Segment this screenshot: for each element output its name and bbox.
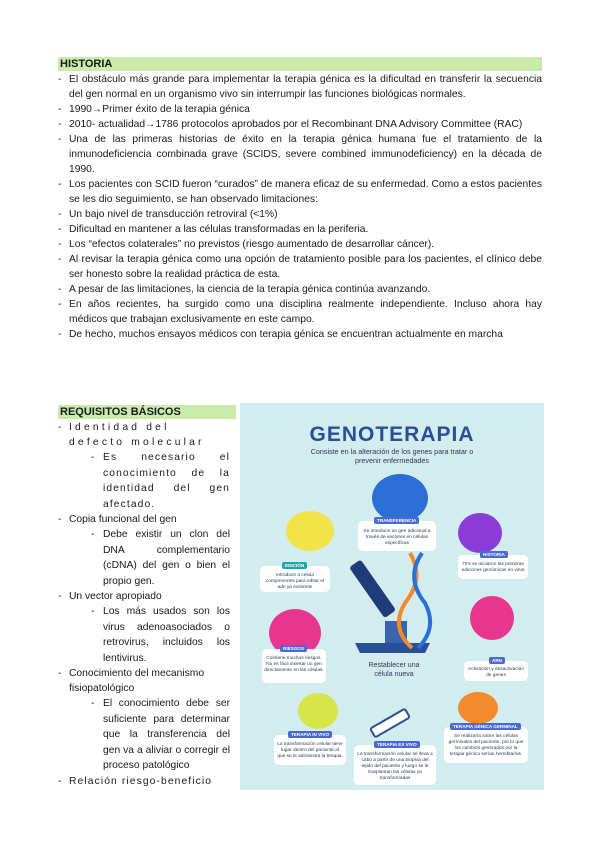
list-item: - Una de las primeras historias de éxito en la terapia génica humana fue el tratamiento de la inmunodeficiencia combinada grave (SCIDS, severe combined immunodeficiency) en la década de 1990.	[58, 132, 542, 177]
requisitos-list	[58, 420, 230, 789]
requisito-detail: - Es necesario el conocimiento de la identidad del gen afectado.	[91, 450, 230, 512]
list-item	[58, 774, 230, 789]
list-item: - Al revisar la terapia génica como una opción de tratamiento posible para los pacientes, el clínico debe ser honesto sobre la realidad práctica de esta.	[58, 252, 542, 282]
card-text: Se introduce un gen adicional a través de vectores en células específicas	[363, 529, 431, 546]
tag-riesgos: RIESGOS	[280, 645, 307, 652]
card-edicion	[260, 563, 330, 592]
center-caption: Restablecer una célula nueva	[368, 662, 420, 678]
card-transferencia	[358, 518, 436, 551]
list-item	[58, 666, 230, 774]
hands-dna-blob	[286, 511, 334, 551]
section-heading-requisitos: REQUISITOS BÁSICOS	[58, 405, 236, 419]
requisito-detail: - Debe existir un clon del DNA complementario (cDNA) del gen o bien el propio gen.	[91, 527, 230, 589]
syringe-icon	[370, 709, 410, 738]
tag-in-vivo: TERAPIA IN VIVO	[288, 731, 332, 738]
card-riesgos	[262, 646, 326, 683]
infographic-title: GENOTERAPIA	[309, 423, 475, 446]
card-text: Introduce a célula componentes para editar el adn ya existente	[265, 573, 325, 590]
card-text: 70's se iniciaron las primeras ediciones genómicas en virus	[461, 562, 525, 573]
list-item: - 1990→Primer éxito de la terapia génica	[58, 102, 542, 117]
tag-transferencia: TRANSFERENCIA	[374, 517, 419, 524]
requisito-label: Copia funcional del gen	[69, 514, 177, 525]
dna-strand-blue	[414, 553, 430, 648]
genoterapia-infographic	[240, 403, 544, 790]
tag-germinal: TERAPIA GÉNICA GERMINAL	[450, 723, 521, 730]
list-item	[58, 512, 230, 589]
germinal-blob	[458, 692, 498, 724]
list-item: - Un bajo nivel de transducción retroviral (<1%)	[58, 207, 542, 222]
card-text: La transformación celular tiene lugar dentro del paciente al que se le administra la terapia.	[277, 742, 343, 759]
list-item: - Los pacientes con SCID fueron “curados” de manera eficaz de su enfermedad. Como a estos pacientes se les dio seguimiento, se han observado limitaciones:	[58, 177, 542, 207]
requisito-label: Conocimiento del mecanismo fisiopatológico	[69, 668, 205, 694]
requisito-label: Identidad del defecto molecular	[69, 422, 205, 448]
in-vivo-blob	[298, 693, 338, 729]
card-text: Se realizaría sobre las células germinales del paciente, por lo que los cambios generados por la terapia génica serían hereditarios.	[448, 734, 524, 757]
requisito-detail: - El conocimiento debe ser suficiente para determinar que la transferencia del gen va a aliviar o corregir el proceso patológico	[91, 696, 230, 774]
requisito-detail: - Los más usados son los virus adenoasociados o retrovirus, incluidos los lentivirus.	[91, 604, 230, 666]
card-terapia-ex-vivo	[354, 742, 436, 785]
card-text: Contiene muchos riesgos. No es fácil insertar un gen directamente en las células.	[264, 656, 324, 673]
tag-edicion: EDICIÓN	[282, 562, 307, 569]
card-text: La transformación celular se lleva a cabo a partir de una biopsia del tejido del paciente y luego se le trasplantan las células ya transformadas	[357, 752, 433, 781]
requisito-label: Un vector apropiado	[69, 591, 162, 602]
list-item: - Los “efectos colaterales” no previstos (riesgo aumentado de desarrollar cáncer).	[58, 237, 542, 252]
arn-blob	[470, 596, 514, 640]
card-arn	[464, 658, 528, 681]
list-item: - De hecho, muchos ensayos médicos con terapia génica se encuentran actualmente en marcha	[58, 327, 542, 342]
requisito-label: Relación riesgo-beneficio	[69, 775, 213, 787]
scientist-blob	[458, 513, 502, 553]
microscope-tube	[349, 559, 396, 618]
card-terapia-germinal	[444, 724, 528, 763]
tag-historia: HISTORIA	[480, 551, 508, 558]
tag-arn: ARN	[489, 657, 505, 664]
historia-list	[58, 72, 542, 342]
card-text: Activación y desactivación de genes	[468, 667, 524, 678]
list-item: - A pesar de las limitaciones, la ciencia de la terapia génica continúa avanzando.	[58, 282, 542, 297]
list-item	[58, 589, 230, 666]
card-terapia-in-vivo	[274, 732, 346, 765]
list-item: - Dificultad en mantener a las células transformadas en la periferia.	[58, 222, 542, 237]
list-item: - 2010- actualidad→1786 protocolos aprobados por el Recombinant DNA Advisory Committee (RAC)	[58, 117, 542, 132]
dna-blob-top	[372, 474, 428, 522]
tag-ex-vivo: TERAPIA EX VIVO	[374, 741, 420, 748]
infographic-subtitle: Consiste en la alteración de los genes para tratar o prevenir enfermedades	[310, 447, 474, 465]
list-item	[58, 420, 230, 512]
list-item: - El obstáculo más grande para implementar la terapia génica es la dificultad en transferir la secuencia del gen normal en un organismo vivo sin interrumpir las funciones biológicas normales.	[58, 72, 542, 102]
card-historia	[458, 552, 528, 579]
section-heading-historia: HISTORIA	[58, 57, 542, 71]
list-item: - En años recientes, ha surgido como una disciplina realmente independiente. Incluso ahora hay médicos que trabajan exclusivamente en este campo.	[58, 297, 542, 327]
